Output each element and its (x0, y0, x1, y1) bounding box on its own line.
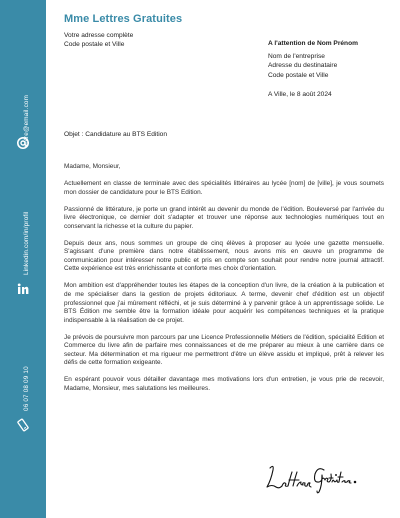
sender-address-line1: Votre adresse complète (64, 32, 134, 39)
sender-name: Mme Lettres Gratuites (64, 13, 183, 25)
linkedin-icon (16, 282, 30, 296)
recipient-address: Adresse du destinataire (268, 62, 338, 70)
paragraph: Passionné de littérature, je porte un grand intérêt au devenir du monde de l'édition. Bouleversé par l'arrivée du livre électronique, ce dernier doit s'adapter et trouver une réponse aux technologies numériques tout en conservant la richesse et la culture du papier. (64, 205, 384, 230)
contact-sidebar (0, 0, 46, 518)
recipient-city: Code postale et Ville (268, 71, 329, 79)
paragraph: Actuellement en classe de terminale avec des spécialités littéraires au lycée [nom] de [ville], je vous soumets mon dossier de candidature pour le BTS Edition. (64, 180, 384, 196)
paragraph: En espérant pouvoir vous détailler davantage mes motivations lors d'un entretien, je vous prie de recevoir, Madame, Monsieur, mes salutations les meilleures. (64, 376, 384, 392)
paragraph: Je prévois de poursuivre mon parcours par une Licence Professionnelle Métiers de l'édition, spécialité Edition et Commerce du livre afin de parfaire mes connaissances et de me préparer au mieux à une carrière dans ce secteur. Ma détermination et ma rigueur me permettront d'être un élève assidu et impliqué, prêt à relever les défis de cette formation exigeante. (64, 333, 384, 367)
sender-address-line2: Code postale et Ville (64, 41, 125, 49)
sender-address (64, 31, 133, 49)
handwritten-signature (262, 460, 358, 496)
letter-body (64, 163, 384, 402)
recipient-company: Nom de l'entreprise (268, 53, 325, 61)
at-icon (16, 136, 30, 150)
sidebar-phone: 06 07 08 09 10 (23, 366, 30, 411)
salutation: Madame, Monsieur, (64, 163, 121, 170)
paragraph: Depuis deux ans, nous sommes un groupe de cinq élèves à proposer au lycée une gazette mensuelle. S'agissant d'une première dans notre établissement, nous avons mis en œuvre un programme de communication pour intéresser notre public et pris en compte son souhait pour rendre notre journal attractif. Cette expérience est très enrichissante et conforte mes choix d'orientation. (64, 239, 384, 273)
recipient-attention: A l'attention de Nom Prénom (268, 40, 358, 47)
letter-subject: Objet : Candidature au BTS Edition (64, 131, 167, 138)
recipient-block (268, 39, 358, 80)
letter-date: A Ville, le 8 août 2024 (268, 91, 332, 98)
phone-icon (16, 418, 30, 432)
sidebar-linkedin: Linkedin.com/in/profil (23, 211, 30, 275)
paragraph: Mon ambition est d'appréhender toutes les étapes de la conception d'un livre, de la création à la publication et de me spécialiser dans la gestion de projets éditoriaux. A terme, devenir chef d'édition est un objectif professionnel que j'ai mûrement réfléchi, et je suis déterminé à y parvenir grâce à un apprentissage solide. Le BTS Édition me semble être la formation idéale pour acquérir les compétences techniques et la pratique indispensable à la réalisation de ce projet. (64, 282, 384, 324)
sidebar-email: votre@email.com (23, 94, 30, 147)
